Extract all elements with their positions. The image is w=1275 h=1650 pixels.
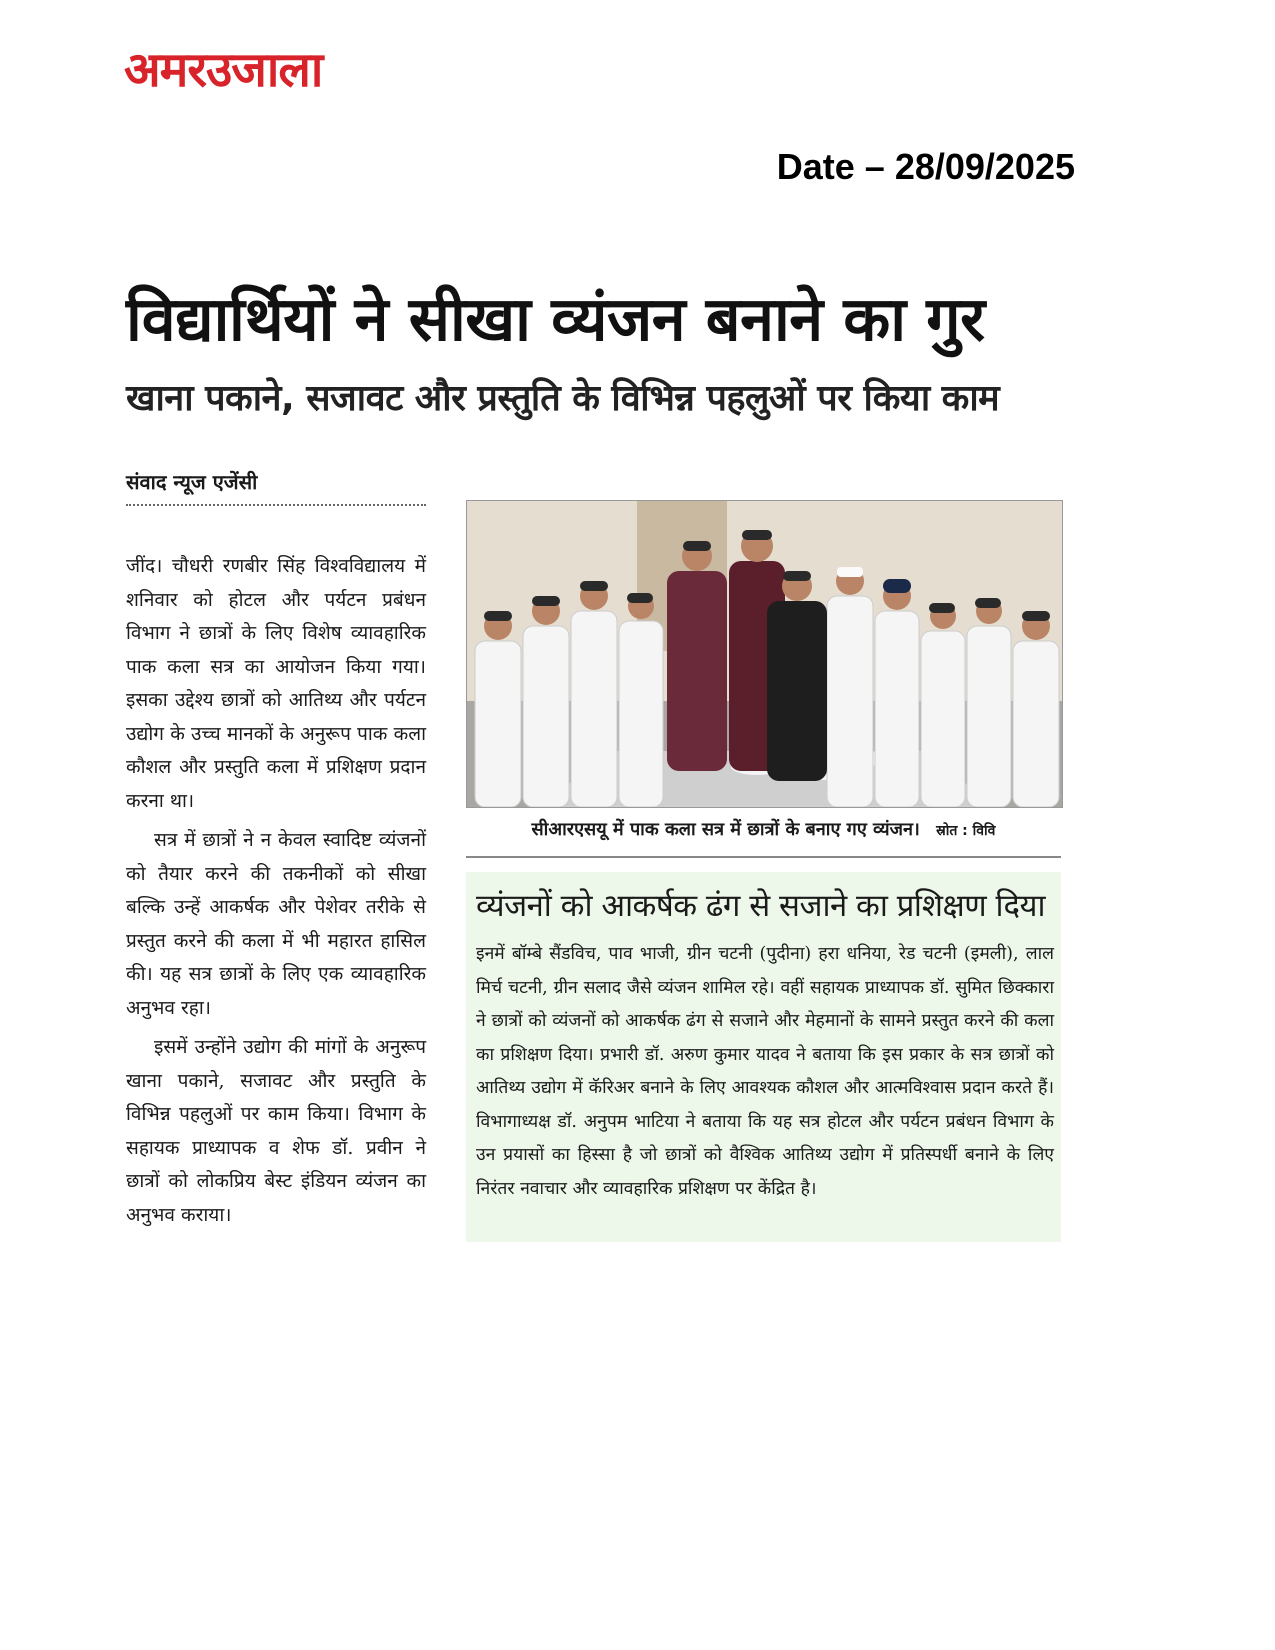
sidebar-box-body: इनमें बॉम्बे सैंडविच, पाव भाजी, ग्रीन चटनी (पुदीना) हरा धनिया, रेड चटनी (इमली), लाल मिर्च चटनी, ग्रीन सलाद जैसे व्यंजन शामिल रहे। वहीं सहायक प्राध्यापक डॉ. सुमित छिक्कारा ने छात्रों को व्यंजनों को आकर्षक ढंग से सजाने और मेहमानों के सामने प्रस्तुत करने की कला का प्रशिक्षण दिया। प्रभारी डॉ. अरुण कुमार यादव ने बताया कि इस प्रकार के सत्र छात्रों को आतिथ्य उद्योग में कॅरिअर बनाने के लिए आवश्यक कौशल और आत्मविश्वास प्रदान करते हैं। विभागाध्यक्ष डॉ. अनुपम भाटिया ने बताया कि यह सत्र होटल और पर्यटन प्रबंधन विभाग के उन प्रयासों का हिस्सा है जो छात्रों को वैश्विक आतिथ्य उद्योग में प्रतिस्पर्धी बनाने के लिए निरंतर नवाचार और व्यावहारिक प्रशिक्षण पर केंद्रित है। (476, 944, 1054, 1199)
article-subheadline: खाना पकाने, सजावट और प्रस्तुति के विभिन्न पहलुओं पर किया काम (126, 378, 1000, 419)
article-paragraph: जींद। चौधरी रणबीर सिंह विश्वविद्यालय में शनिवार को होटल और पर्यटन प्रबंधन विभाग ने छात्रों के लिए विशेष व्यावहारिक पाक कला सत्र का आयोजन किया गया। इसका उद्देश्य छात्रों को आतिथ्य और पर्यटन उद्योग के उच्च मानकों के अनुरूप पाक कला कौशल और प्रस्तुति कला में प्रशिक्षण प्रदान करना था। (126, 555, 426, 812)
article-paragraph: सत्र में छात्रों ने न केवल स्वादिष्ट व्यंजनों को तैयार करने की तकनीकों को सीखा बल्कि उन्हें आकर्षक और पेशेवर तरीके से प्रस्तुत करने की कला में भी महारत हासिल की। यह सत्र छात्रों के लिए एक व्यावहारिक अनुभव रहा। (126, 829, 426, 1019)
photo-source: स्रोत : विवि (936, 823, 996, 839)
group-photo-illustration (467, 501, 1062, 807)
article-photo (466, 500, 1063, 808)
article-headline: विद्यार्थियों ने सीखा व्यंजन बनाने का गुर (126, 284, 985, 355)
news-clipping (118, 272, 1073, 1312)
newspaper-logo: अमरउजाला (124, 42, 323, 98)
date-label: Date – 28/09/2025 (776, 146, 1075, 187)
sidebar-box-title: व्यंजनों को आकर्षक ढंग से सजाने का प्रशिक्षण दिया (476, 888, 1045, 924)
article-paragraph: इसमें उन्होंने उद्योग की मांगों के अनुरूप खाना पकाने, सजावट और प्रस्तुति के विभिन्न पहलुओं पर काम किया। विभाग के सहायक प्राध्यापक व शेफ डॉ. प्रवीन ने छात्रों को लोकप्रिय बेस्ट इंडियन व्यंजन का अनुभव कराया। (126, 1036, 426, 1226)
article-left-column (126, 550, 426, 1238)
sidebar-box (466, 872, 1061, 1242)
photo-caption-text: सीआरएसयू में पाक कला सत्र में छात्रों के बनाए गए व्यंजन। (531, 819, 920, 840)
photo-caption (466, 817, 1061, 858)
article-byline: संवाद न्यूज एजेंसी (126, 468, 426, 506)
